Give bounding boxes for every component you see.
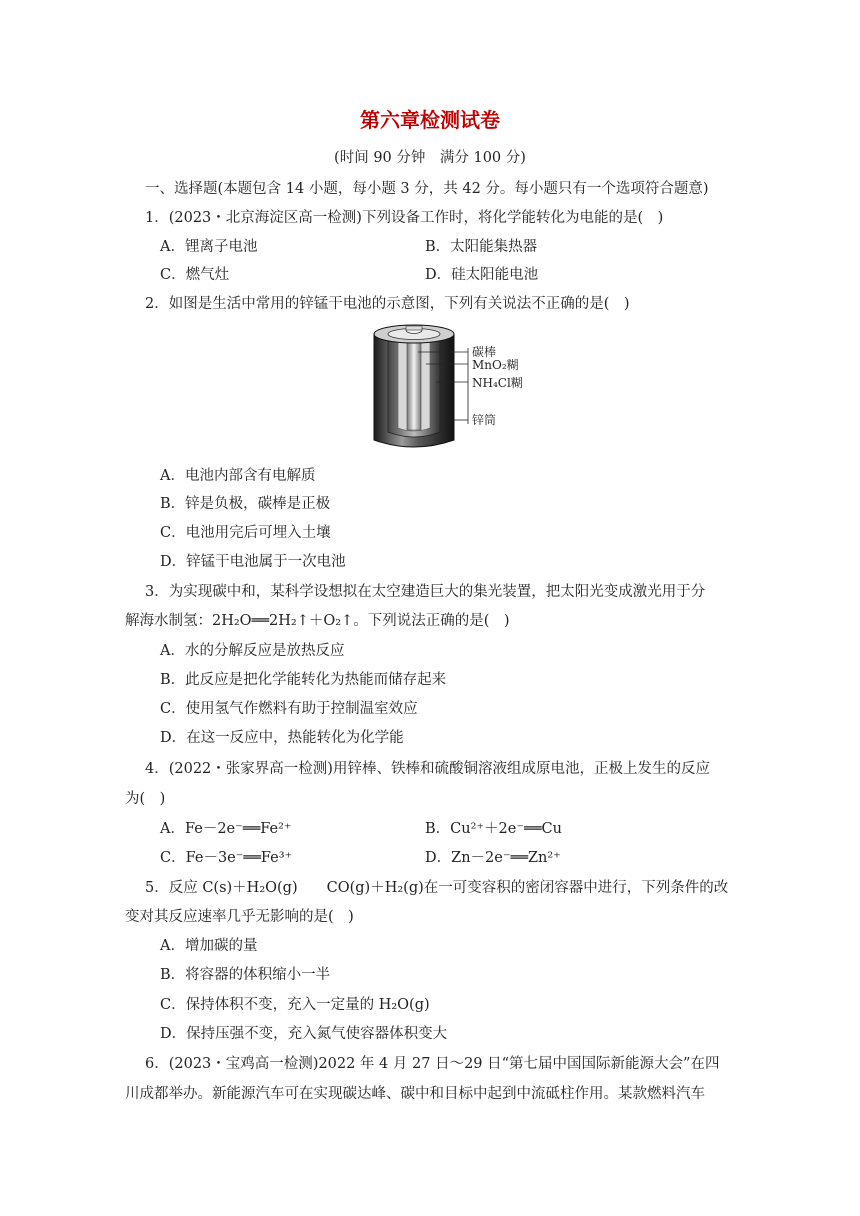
question-4-option-c: C．Fe－3e⁻══Fe³⁺: [160, 850, 293, 866]
question-3-stem-line2: 解海水制氢：2H₂O══2H₂↑＋O₂↑。下列说法正确的是( ): [125, 613, 510, 629]
question-5-option-a: A．增加碳的量: [160, 938, 258, 954]
question-6-stem-line1: 6．(2023・宝鸡高一检测)2022 年 4 月 27 日～29 日“第七届中国国际新能源大会”在四: [145, 1056, 720, 1072]
question-1-option-d: D．硅太阳能电池: [425, 267, 539, 283]
question-4-option-b: B．Cu²⁺＋2e⁻══Cu: [425, 821, 562, 837]
battery-diagram: [362, 318, 537, 458]
question-5-option-c: C．保持体积不变，充入一定量的 H₂O(g): [160, 997, 430, 1013]
question-2-option-a: A．电池内部含有电解质: [160, 468, 316, 484]
label-mno2-paste: MnO₂糊: [472, 358, 519, 372]
question-2-option-d: D．锌锰干电池属于一次电池: [160, 554, 346, 570]
question-4-option-d: D．Zn－2e⁻══Zn²⁺: [425, 850, 561, 866]
question-1-option-c: C．燃气灶: [160, 267, 230, 283]
label-zinc-can: 锌筒: [472, 413, 497, 427]
question-5-option-d: D．保持压强不变，充入氮气使容器体积变大: [160, 1026, 448, 1042]
zinc-manganese-battery-figure: [362, 318, 537, 458]
exam-info: (时间 90 分钟 满分 100 分): [334, 150, 526, 166]
question-5-stem-line1: 5．反应 C(s)＋H₂O(g) CO(g)＋H₂(g)在一可变容积的密闭容器中进行，下列条件的改: [145, 880, 729, 896]
question-4-stem-line2: 为( ): [125, 791, 166, 807]
question-1-option-a: A．锂离子电池: [160, 239, 258, 255]
section-heading: 一、选择题(本题包含 14 小题，每小题 3 分，共 42 分。每小题只有一个选项符合题意): [145, 181, 709, 197]
question-3-stem-line1: 3．为实现碳中和，某科学设想拟在太空建造巨大的集光装置，把太阳光变成激光用于分: [145, 584, 706, 600]
page-title: 第六章检测试卷: [360, 108, 500, 132]
question-2-option-c: C．电池用完后可埋入土壤: [160, 525, 331, 541]
question-3-option-c: C．使用氢气作燃料有助于控制温室效应: [160, 701, 418, 717]
question-4-option-a: A．Fe－2e⁻══Fe²⁺: [160, 821, 292, 837]
label-nh4cl-paste: NH₄Cl糊: [472, 376, 523, 390]
question-1-stem: 1．(2023・北京海淀区高一检测)下列设备工作时，将化学能转化为电能的是( ): [145, 210, 664, 226]
question-2-option-b: B．锌是负极，碳棒是正极: [160, 496, 331, 512]
question-3-option-a: A．水的分解反应是放热反应: [160, 643, 345, 659]
question-2-stem: 2．如图是生活中常用的锌锰干电池的示意图，下列有关说法不正确的是( ): [145, 296, 630, 312]
label-carbon-rod: 碳棒: [472, 345, 497, 359]
question-5-stem-line2: 变对其反应速率几乎无影响的是( ): [125, 909, 354, 925]
question-4-stem-line1: 4．(2022・张家界高一检测)用锌棒、铁棒和硫酸铜溶液组成原电池，正极上发生的反应: [145, 761, 710, 777]
question-5-option-b: B．将容器的体积缩小一半: [160, 967, 331, 983]
question-3-option-b: B．此反应是把化学能转化为热能而储存起来: [160, 672, 447, 688]
question-3-option-d: D．在这一反应中，热能转化为化学能: [160, 730, 404, 746]
question-6-stem-line2: 川成都举办。新能源汽车可在实现碳达峰、碳中和目标中起到中流砥柱作用。某款燃料汽车: [125, 1086, 705, 1102]
question-1-option-b: B．太阳能集热器: [425, 239, 538, 255]
